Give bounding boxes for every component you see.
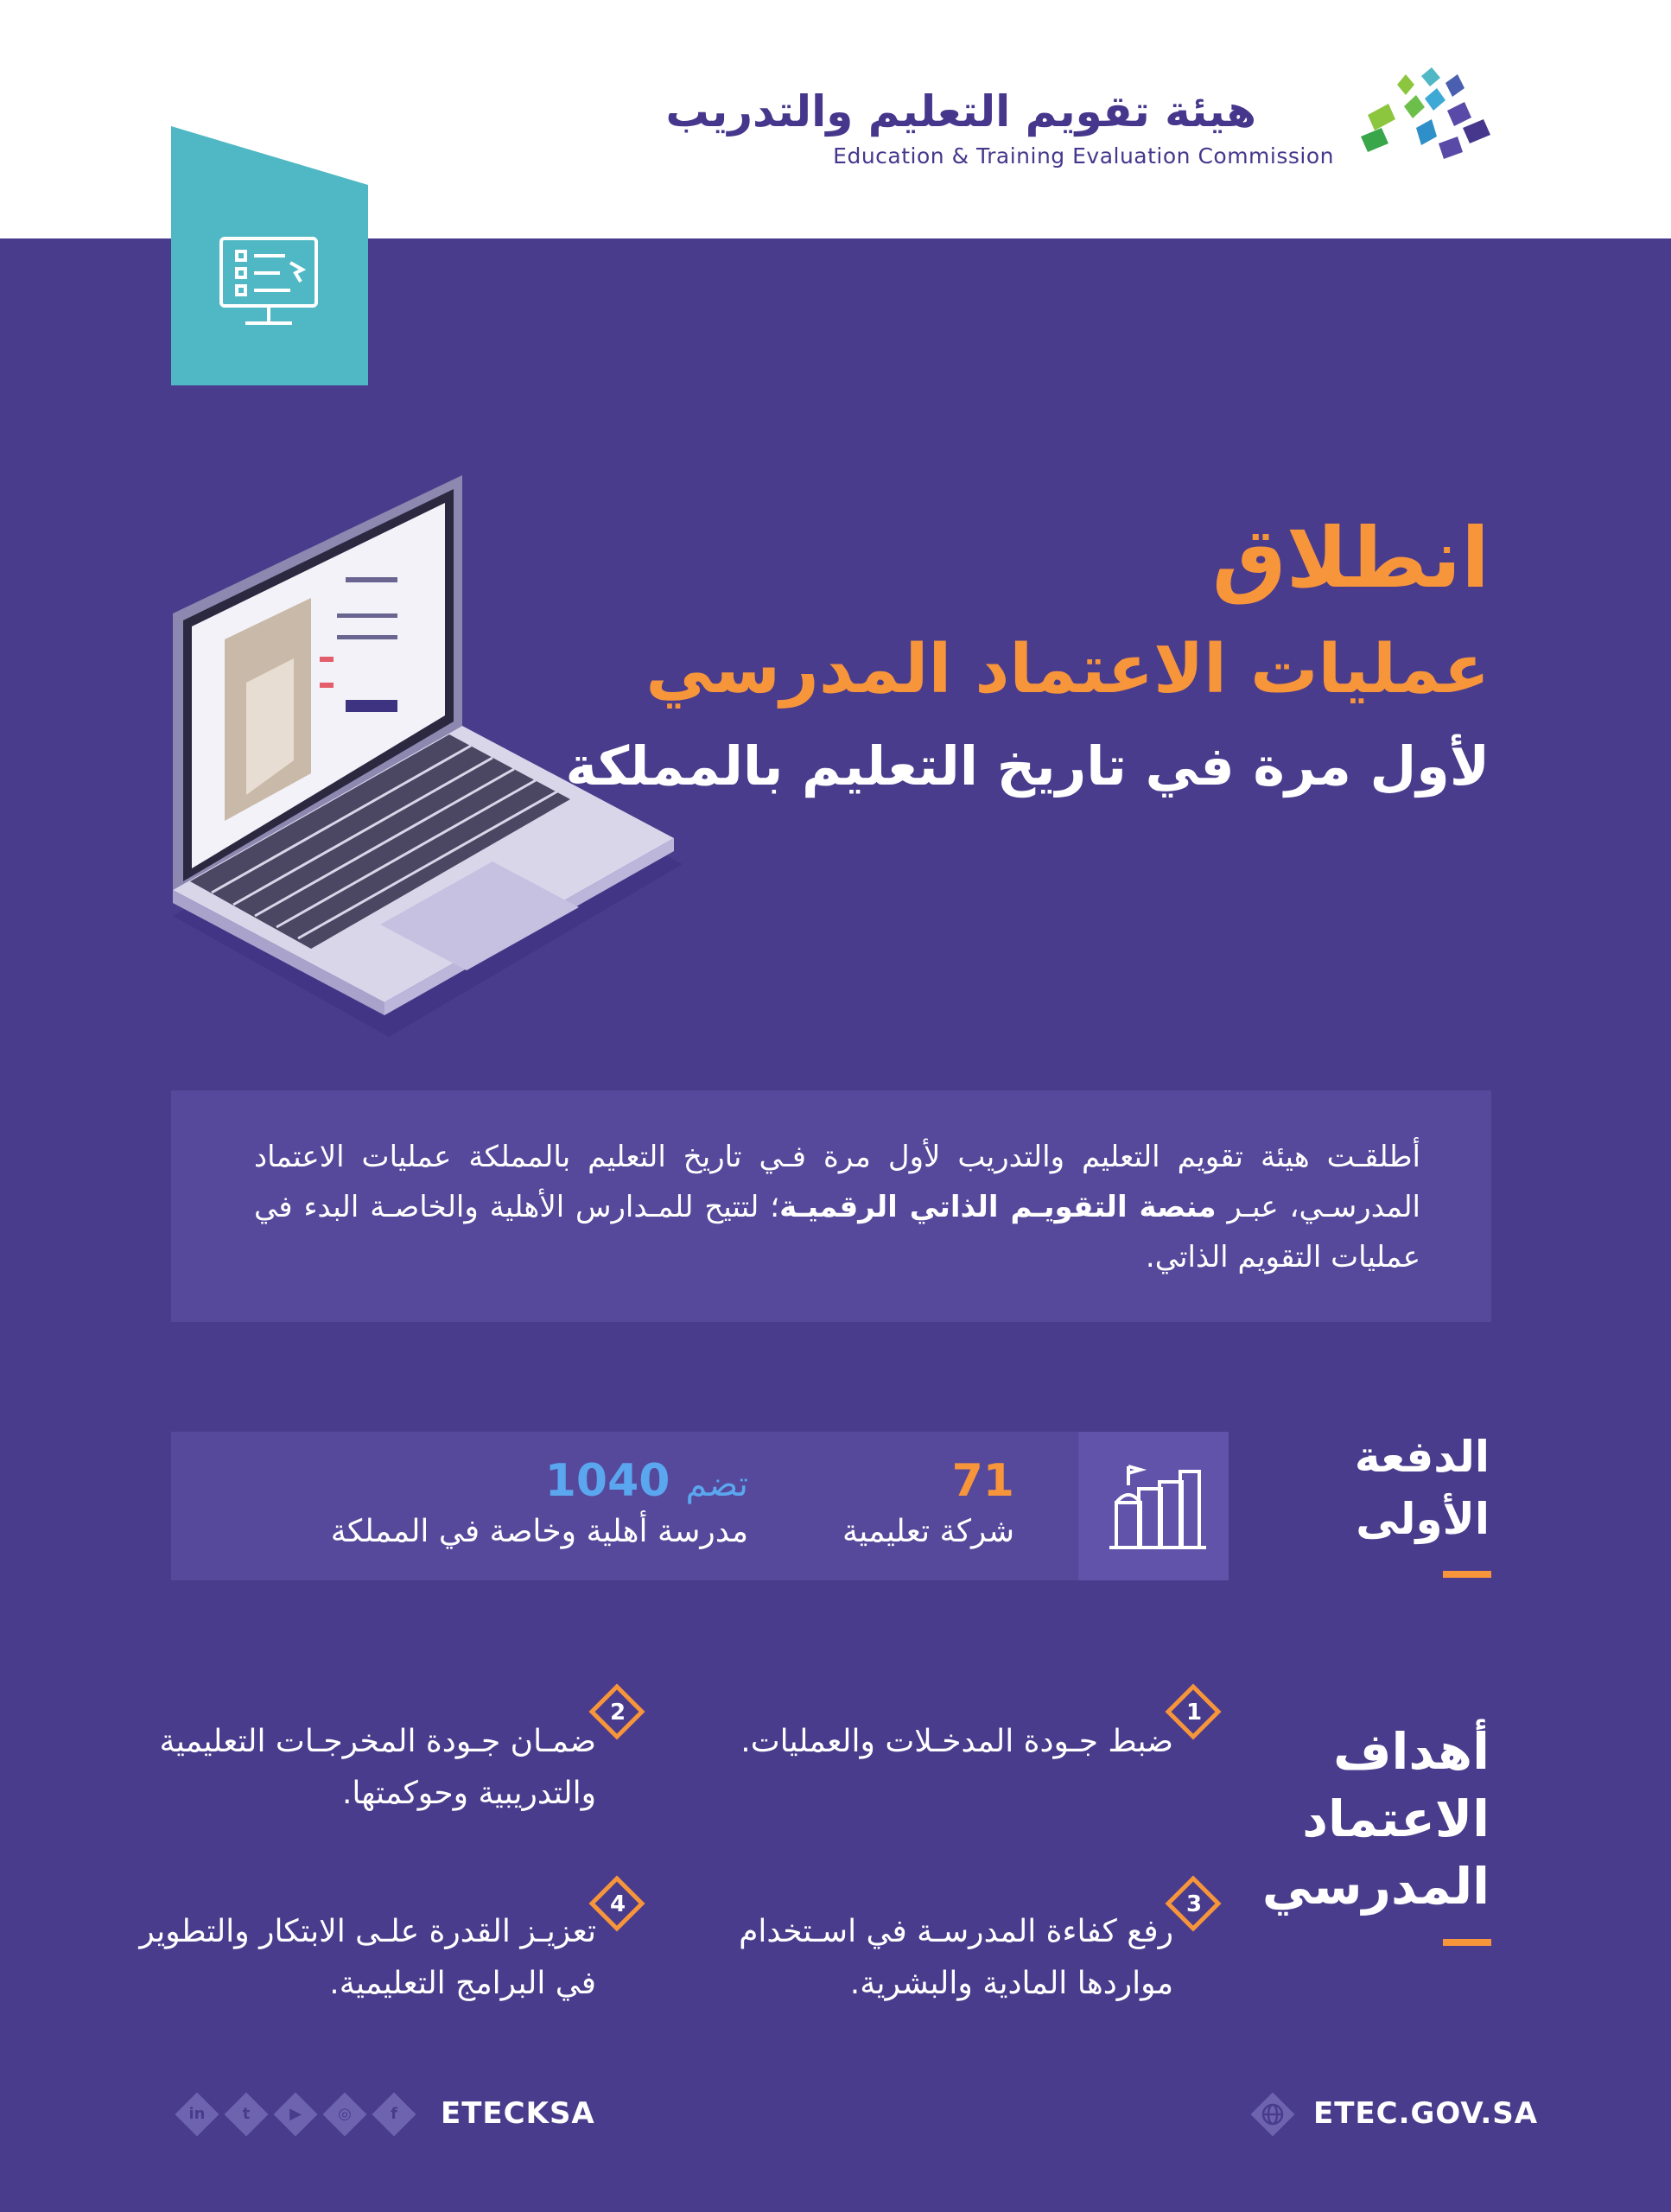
goal-1-number: 1 bbox=[1185, 1700, 1203, 1726]
goals-label-line2: الاعتماد bbox=[1302, 1789, 1490, 1848]
platform-name: منصة التقويـم الذاتي الرقميـة bbox=[779, 1190, 1217, 1224]
first-batch-label-line1: الدفعة bbox=[1354, 1432, 1490, 1482]
etec-logo-icon bbox=[1352, 67, 1499, 171]
first-batch-label bbox=[1355, 1426, 1490, 1550]
goal-3-number: 3 bbox=[1185, 1891, 1203, 1917]
stats-icon-panel bbox=[1078, 1432, 1229, 1580]
goal-2-number: 2 bbox=[609, 1700, 626, 1726]
goal-1-line1: ضبط جـودة المدخـلات والعمليات. bbox=[740, 1724, 1173, 1759]
companies-count: 71 bbox=[951, 1455, 1014, 1507]
facebook-icon[interactable]: f bbox=[372, 2093, 416, 2136]
goal-2-text bbox=[0, 1716, 596, 1820]
first-batch-label-line2: الأولى bbox=[1356, 1494, 1490, 1544]
goals-underline bbox=[1443, 1939, 1491, 1946]
twitter-icon[interactable]: t bbox=[225, 2093, 268, 2136]
intro-text-part2: ؛ لتتيح للمـدارس الأهلية والخاصـة البدء في عمليات التقويم الذاتي. bbox=[254, 1190, 1420, 1274]
youtube-icon[interactable]: ▶ bbox=[274, 2093, 317, 2136]
goal-4-number: 4 bbox=[609, 1891, 626, 1917]
goals-label-line1: أهداف bbox=[1333, 1722, 1490, 1781]
hero-title-accreditation: عمليات الاعتماد المدرسي bbox=[645, 631, 1490, 709]
linkedin-icon[interactable]: in bbox=[175, 2093, 219, 2136]
goal-3-line1: رفع كفاءة المدرسـة في اسـتخدام bbox=[739, 1914, 1173, 1949]
schools-count-line bbox=[545, 1455, 748, 1507]
instagram-icon[interactable]: ◎ bbox=[323, 2093, 366, 2136]
goal-3-line2: مواردها المادية والبشرية. bbox=[849, 1966, 1173, 2001]
schools-label: مدرسة أهلية وخاصة في المملكة bbox=[330, 1514, 748, 1549]
schools-prefix: تضم bbox=[685, 1465, 748, 1504]
teal-tab bbox=[171, 126, 368, 385]
companies-label: شركة تعليمية bbox=[842, 1514, 1014, 1549]
school-building-icon bbox=[1078, 1432, 1229, 1580]
globe-icon[interactable] bbox=[1251, 2093, 1294, 2136]
goal-2-line2: والتدريبية وحوكمتها. bbox=[341, 1776, 596, 1811]
hero-subtitle: لأول مرة في تاريخ التعليم بالمملكة bbox=[565, 734, 1490, 798]
goal-4-text bbox=[0, 1906, 596, 2010]
website-link[interactable]: ETEC.GOV.SA bbox=[1313, 2096, 1539, 2131]
hero-title-launch: انطلاق bbox=[1211, 510, 1490, 607]
batch-underline bbox=[1443, 1571, 1491, 1578]
schools-count: 1040 bbox=[544, 1455, 670, 1507]
goal-3-text bbox=[603, 1906, 1173, 2010]
goal-1-text bbox=[603, 1716, 1173, 1768]
social-handle[interactable]: ETECKSA bbox=[441, 2096, 595, 2131]
intro-paragraph bbox=[254, 1132, 1420, 1282]
intro-text-part1: أطلقـت هيئة تقويم التعليم والتدريب لأول مرة فـي تاريخ التعليم بالمملكة عمليات الاعتماد المدرسـي، عبـر bbox=[254, 1140, 1420, 1224]
goals-label bbox=[1262, 1718, 1490, 1920]
org-name-arabic: هيئة تقويم التعليم والتدريب bbox=[665, 86, 1256, 137]
goal-4-line2: في البرامج التعليمية. bbox=[329, 1966, 596, 2001]
org-name-english: Education & Training Evaluation Commission bbox=[833, 143, 1334, 168]
goal-4-line1: تعزيـز القدرة علـى الابتكار والتطوير bbox=[139, 1914, 596, 1949]
goal-2-line1: ضمـان جـودة المخرجـات التعليمية bbox=[159, 1724, 596, 1759]
goals-label-line3: المدرسي bbox=[1261, 1857, 1490, 1916]
